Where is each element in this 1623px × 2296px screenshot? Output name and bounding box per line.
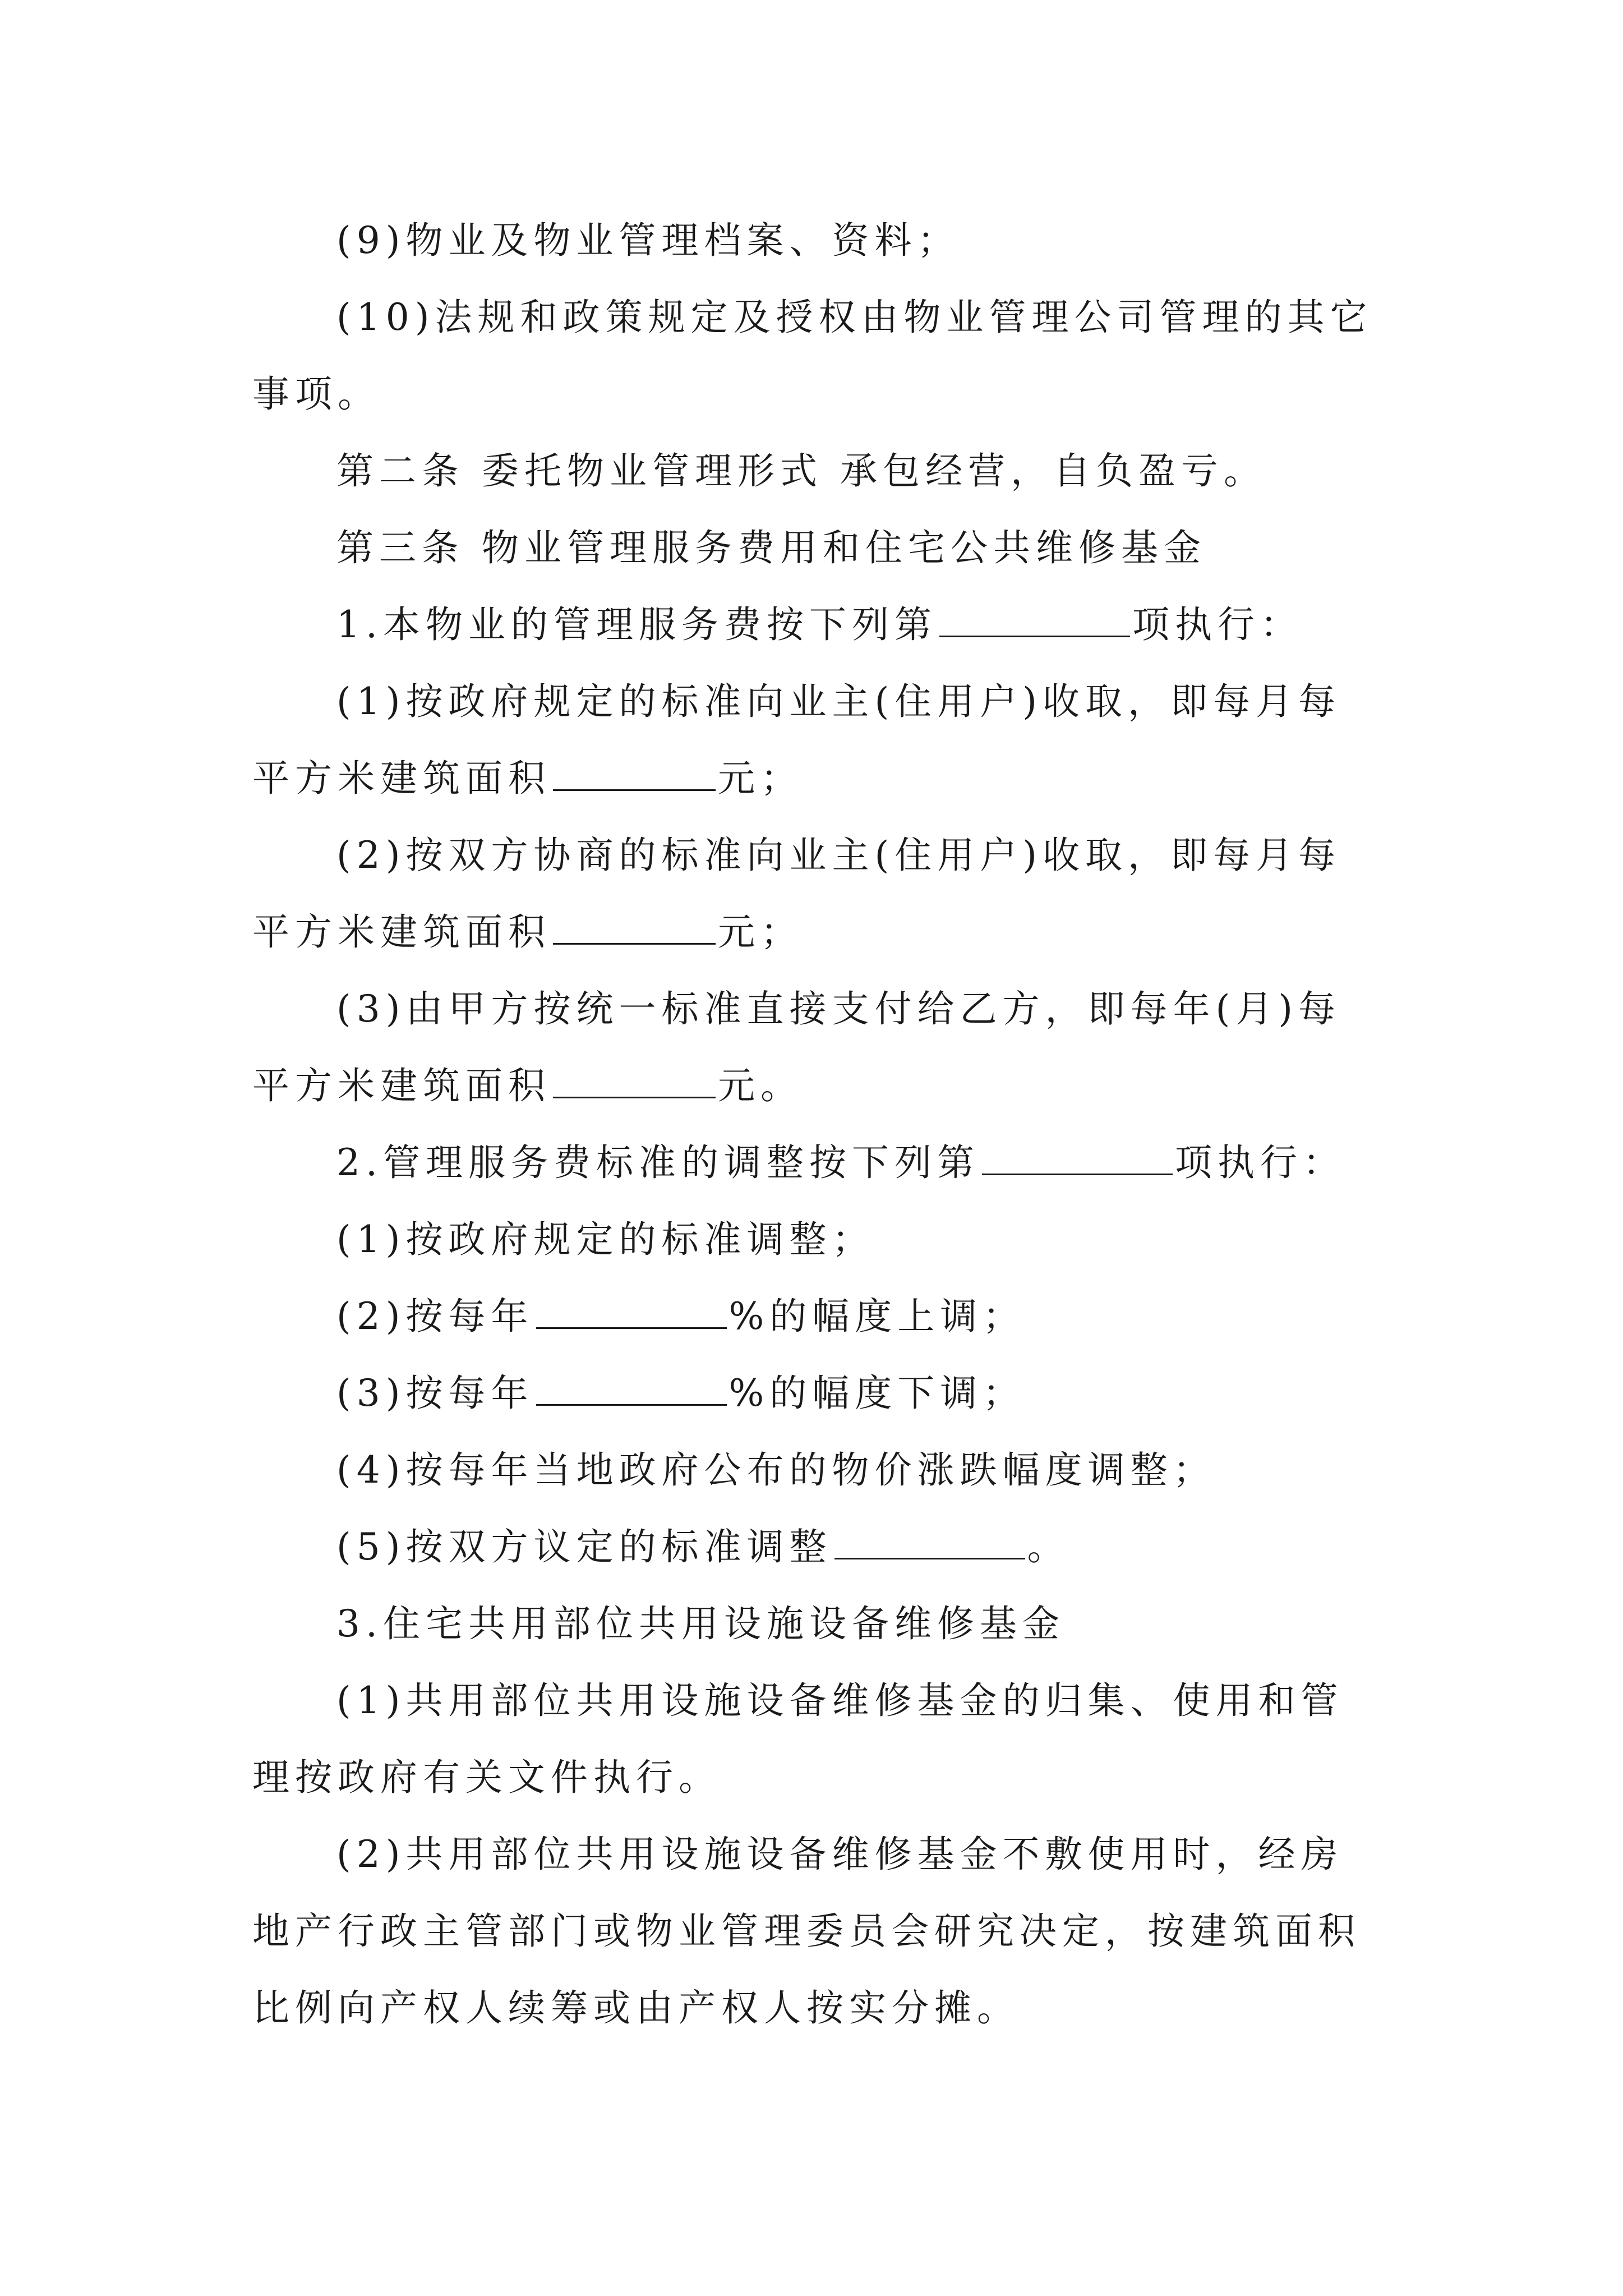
fill-blank-adjust-up[interactable] <box>536 1299 727 1329</box>
paragraph-fee-party-a: (3)由甲方按统一标准直接支付给乙方，即每年(月)每平方米建筑面积 元。 <box>252 987 1341 1107</box>
fill-blank-fee-negotiated[interactable] <box>553 915 716 945</box>
paragraph-maintenance-fund-shortfall: (2)共用部位共用设施设备维修基金不敷使用时，经房地产行政主管部门或物业管理委员会研究决定，按建筑面积比例向产权人续筹或由产权人按实分摊。 <box>252 1833 1361 2030</box>
fill-blank-fee-government[interactable] <box>553 761 716 791</box>
paragraph-adjust-price-index: (4)按每年当地政府公布的物价涨跌幅度调整； <box>336 1448 1216 1492</box>
paragraph-maintenance-fund-heading: 3.住宅共用部位共用设施设备维修基金 <box>336 1602 1065 1645</box>
paragraph-adjust-government: (1)按政府规定的标准调整； <box>336 1218 875 1261</box>
paragraph-adjust-agreed: (5)按双方议定的标准调整 。 <box>336 1525 1070 1568</box>
fill-blank-fee-party-a[interactable] <box>553 1069 716 1098</box>
paragraph-fee-option: 1.本物业的管理服务费按下列第 项执行： <box>336 603 1303 646</box>
paragraph-adjust-down: (3)按每年 %的幅度下调； <box>336 1372 1026 1415</box>
paragraph-maintenance-fund-management: (1)共用部位共用设施设备维修基金的归集、使用和管理按政府有关文件执行。 <box>252 1679 1344 1799</box>
document-body <box>252 202 1380 2046</box>
paragraph-adjust-up: (2)按每年 %的幅度上调； <box>336 1295 1026 1338</box>
paragraph-item-10: (10)法规和政策规定及授权由物业管理公司管理的其它事项。 <box>252 296 1373 416</box>
paragraph-fee-negotiated: (2)按双方协商的标准向业主(住用户)收取，即每月每平方米建筑面积 元； <box>252 834 1341 954</box>
fill-blank-adjust-agreed[interactable] <box>834 1530 1025 1559</box>
fill-blank-adjust-option[interactable] <box>982 1145 1173 1175</box>
paragraph-article-2: 第二条 委托物业管理形式 承包经营，自负盈亏。 <box>336 449 1266 493</box>
fill-blank-adjust-down[interactable] <box>536 1376 727 1406</box>
paragraph-article-3-heading: 第三条 物业管理服务费用和住宅公共维修基金 <box>336 526 1206 569</box>
paragraph-item-9: (9)物业及物业管理档案、资料； <box>336 219 960 262</box>
paragraph-adjust-option: 2.管理服务费标准的调整按下列第 项执行： <box>336 1141 1345 1184</box>
fill-blank-fee-option[interactable] <box>939 608 1130 637</box>
paragraph-fee-government: (1)按政府规定的标准向业主(住用户)收取，即每月每平方米建筑面积 元； <box>252 680 1341 800</box>
